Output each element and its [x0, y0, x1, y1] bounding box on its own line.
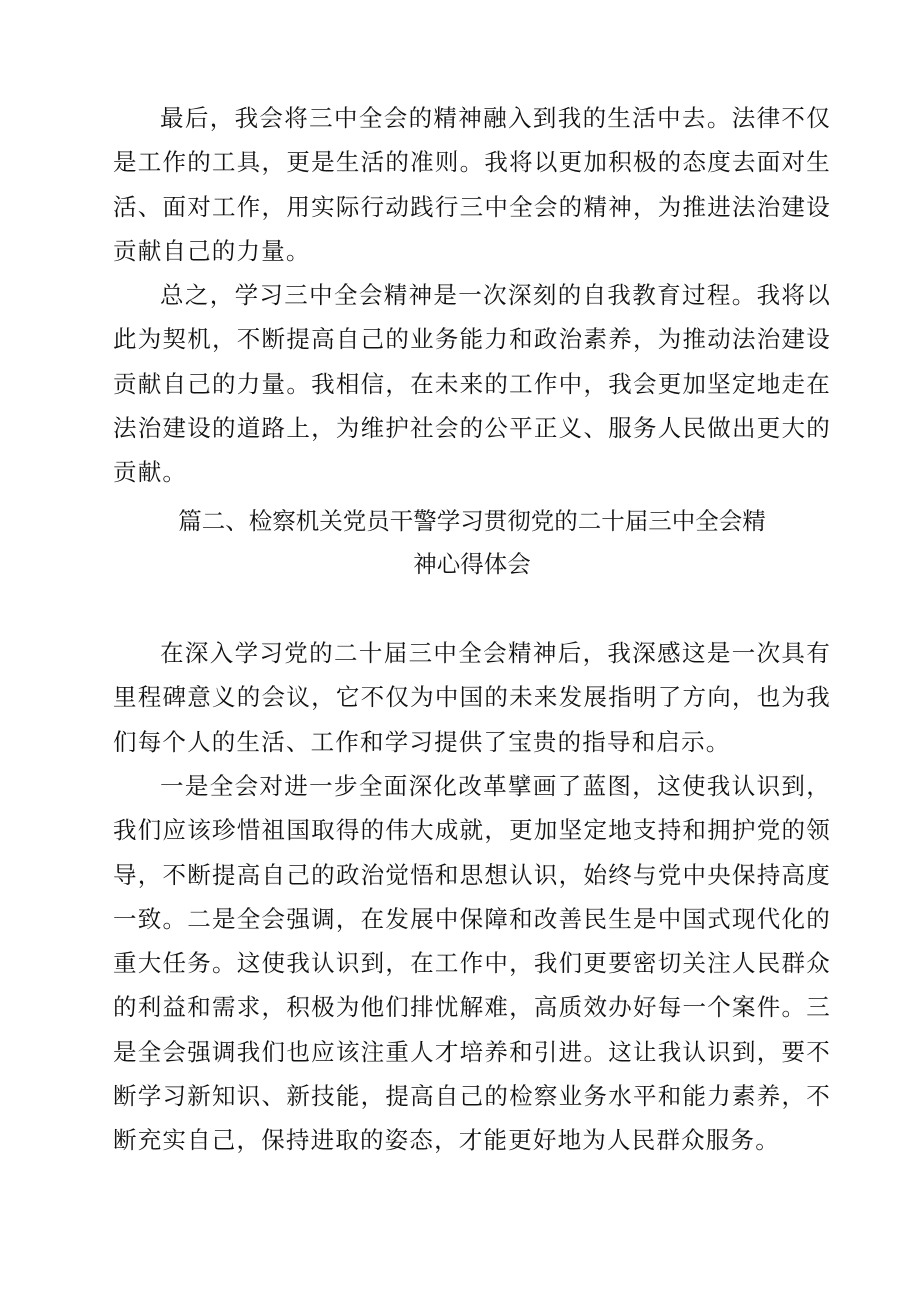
section-heading — [113, 500, 831, 586]
section-heading-line-2: 神心得体会 — [413, 550, 531, 578]
section-heading-line-1: 篇二、检察机关党员干警学习贯彻党的二十届三中全会精 — [178, 507, 766, 535]
paragraph-finally: 最后，我会将三中全会的精神融入到我的生活中去。法律不仅是工作的工具，更是生活的准则。我将以更加积极的态度去面对生活、面对工作，用实际行动践行三中全会的精神，为推进法治建设贡献自己的力量。 — [113, 104, 831, 265]
paragraph-three-points: 一是全会对进一步全面深化改革擘画了蓝图，这使我认识到，我们应该珍惜祖国取得的伟大成就，更加坚定地支持和拥护党的领导，不断提高自己的政治觉悟和思想认识，始终与党中央保持高度一致。二是全会强调，在发展中保障和改善民生是中国式现代化的重大任务。这使我认识到，在工作中，我们更要密切关注人民群众的利益和需求，积极为他们排忧解难，高质效办好每一个案件。三是全会强调我们也应该注重人才培养和引进。这让我认识到，要不断学习新知识、新技能，提高自己的检察业务水平和能力素养，不断充实自己，保持进取的姿态，才能更好地为人民群众服务。 — [113, 772, 831, 1155]
paragraph-intro: 在深入学习党的二十届三中全会精神后，我深感这是一次具有里程碑意义的会议，它不仅为中国的未来发展指明了方向，也为我们每个人的生活、工作和学习提供了宝贵的指导和启示。 — [113, 639, 831, 756]
paragraph-in-summary: 总之，学习三中全会精神是一次深刻的自我教育过程。我将以此为契机，不断提高自己的业务能力和政治素养，为推动法治建设贡献自己的力量。我相信，在未来的工作中，我会更加坚定地走在法治建设的道路上，为维护社会的公平正义、服务人民做出更大的贡献。 — [113, 281, 831, 487]
